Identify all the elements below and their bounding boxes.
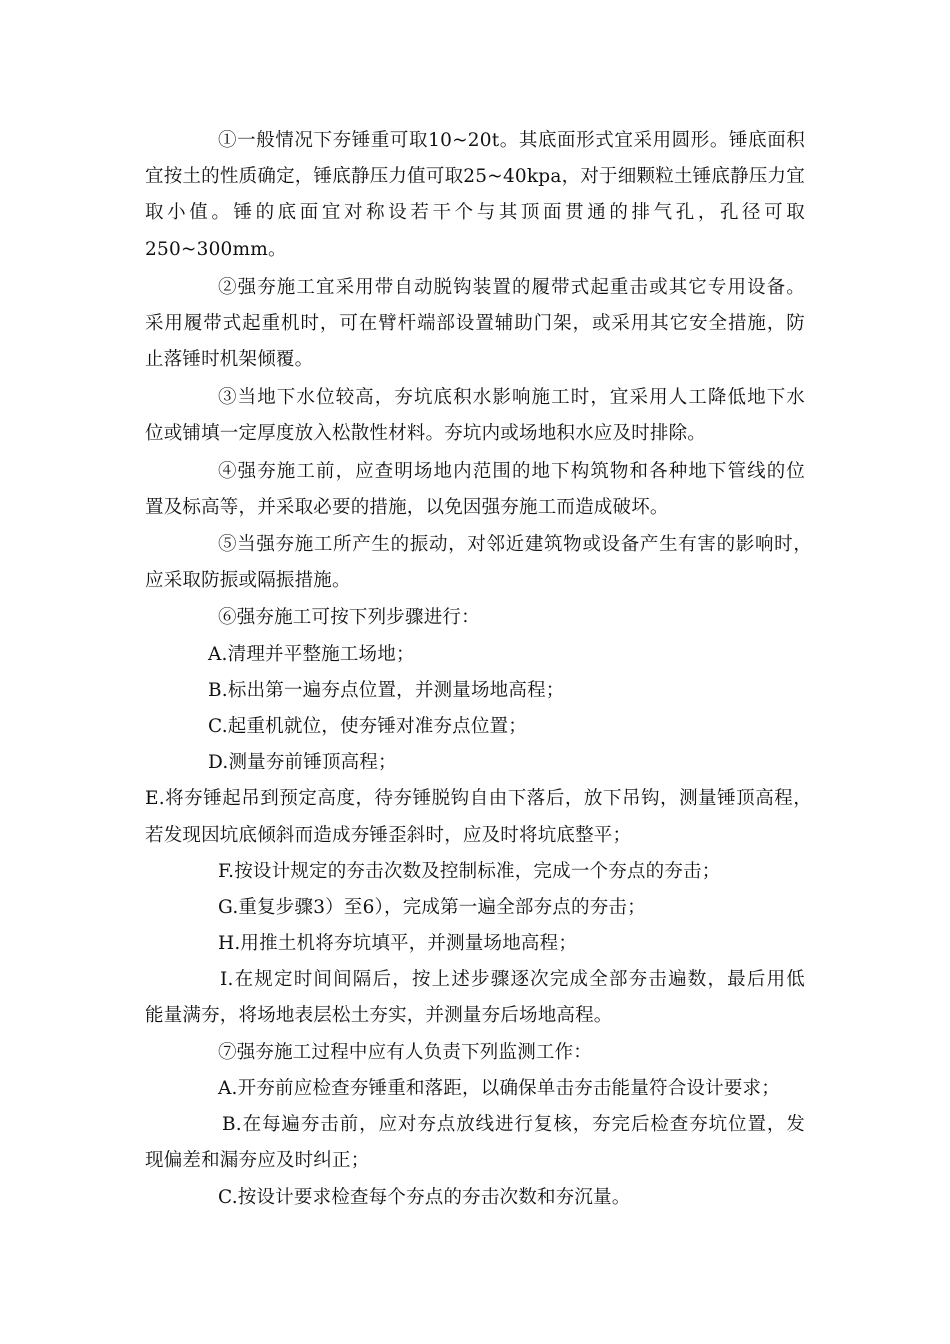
text-line: 位或铺填一定厚度放入松散性材料。夯坑内或场地积水应及时排除。	[145, 423, 707, 444]
text-line: B.在每遍夯击前，应对夯点放线进行复核，夯完后检查夯坑位置，发	[222, 1114, 805, 1135]
text-line: F.按设计规定的夯击次数及控制标准，完成一个夯点的夯击；	[218, 861, 721, 882]
text-line: E.将夯锤起吊到预定高度，待夯锤脱钩自由下落后，放下吊钩，测量锤顶高程，	[145, 788, 812, 809]
text-line: 若发现因坑底倾斜而造成夯锤歪斜时，应及时将坑底整平；	[145, 825, 632, 846]
text-line: 置及标高等，并采取必要的措施，以免因强夯施工而造成破坏。	[145, 497, 669, 518]
text-line: 应采取防振或隔振措施。	[145, 570, 351, 591]
text-line: ②强夯施工宜采用带自动脱钩装置的履带式起重击或其它专用设备。	[218, 277, 805, 298]
text-line: 现偏差和漏夯应及时纠正；	[145, 1150, 370, 1171]
text-line: ⑦强夯施工过程中应有人负责下列监测工作：	[218, 1042, 593, 1063]
text-line: ④强夯施工前，应查明场地内范围的地下构筑物和各种地下管线的位	[218, 461, 805, 482]
text-line: H.用推土机将夯坑填平，并测量场地高程；	[218, 933, 578, 954]
text-line: I.在规定时间间隔后，按上述步骤逐次完成全部夯击遍数，最后用低	[220, 969, 805, 990]
text-line: A.清理并平整施工场地；	[208, 644, 415, 665]
text-line: G.重复步骤3）至6），完成第一遍全部夯点的夯击；	[218, 897, 646, 918]
text-line: C.按设计要求检查每个夯点的夯击次数和夯沉量。	[218, 1187, 631, 1208]
text-line: ⑤当强夯施工所产生的振动，对邻近建筑物或设备产生有害的影响时，	[218, 534, 812, 555]
text-line: 取小值。锤的底面宜对称设若干个与其顶面贯通的排气孔，孔径可取	[145, 202, 805, 223]
text-line: 止落锤时机架倾覆。	[145, 349, 314, 370]
text-line: A.开夯前应检查夯锤重和落距，以确保单击夯击能量符合设计要求；	[218, 1078, 780, 1099]
text-line: C.起重机就位，使夯锤对准夯点位置；	[208, 716, 527, 737]
text-line: B.标出第一遍夯点位置，并测量场地高程；	[208, 680, 565, 701]
text-line: 能量满夯，将场地表层松土夯实，并测量夯后场地高程。	[145, 1005, 613, 1026]
text-line: D.测量夯前锤顶高程；	[208, 752, 397, 773]
text-line: ①一般情况下夯锤重可取10~20t。其底面形式宜采用圆形。锤底面积	[218, 130, 805, 151]
text-line: ③当地下水位较高，夯坑底积水影响施工时，宜采用人工降低地下水	[218, 387, 805, 408]
text-line: 采用履带式起重机时，可在臂杆端部设置辅助门架，或采用其它安全措施，防	[145, 313, 805, 334]
text-line: 宜按土的性质确定，锤底静压力值可取25~40kpa，对于细颗粒土锤底静压力宜	[145, 166, 805, 187]
text-line: 250~300mm。	[145, 239, 287, 260]
text-line: ⑥强夯施工可按下列步骤进行：	[218, 607, 480, 628]
